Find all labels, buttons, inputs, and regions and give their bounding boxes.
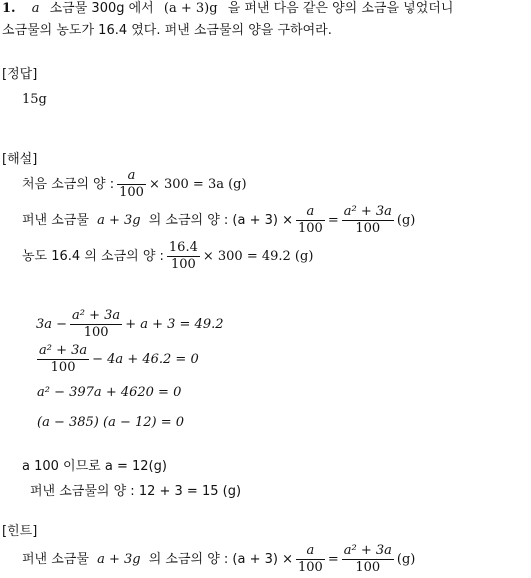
step-2-unit: (g) (396, 213, 416, 228)
eq-1-numerator: a² + 3a (72, 308, 121, 323)
hint-heading: [힌트] (2, 524, 38, 539)
step-2-expr: a + 3g (97, 213, 141, 228)
solution-heading: [해설] (2, 152, 38, 167)
equation-2 (34, 343, 199, 376)
answer-heading: [정답] (2, 67, 38, 82)
problem-line-2: 소금물의 농도가 16.4 였다. 퍼낸 소금물의 양을 구하여라. (2, 23, 332, 38)
solution-step-2 (22, 204, 415, 237)
eq-2-numerator: a² + 3a (39, 343, 88, 358)
problem-line-1 (2, 0, 453, 18)
solution-step-1 (22, 168, 247, 201)
step-2-denominator-1: 100 (298, 221, 323, 236)
hint-denominator-1: 100 (298, 560, 323, 575)
solution-step-3 (22, 240, 313, 273)
eq-1-fraction (70, 308, 122, 341)
problem-var: a (31, 1, 40, 16)
conclusion-1: a 100 이므로 a = 12(g) (22, 459, 167, 474)
equation-4: (a − 385) (a − 12) = 0 (37, 415, 185, 430)
equation-3: a² − 397a + 4620 = 0 (37, 385, 182, 400)
step-3-tail: × 300 = 49.2 (g) (202, 249, 314, 264)
step-2-denominator-2: 100 (355, 221, 381, 236)
hint-numerator-1: a (296, 543, 325, 560)
eq-1-denominator: 100 (83, 325, 109, 340)
step-2-fraction-1 (296, 204, 325, 237)
step-2-fraction-2 (342, 204, 394, 237)
step-2-equals: = (327, 213, 339, 228)
conclusion-2: 퍼낸 소금물의 양 : 12 + 3 = 15 (g) (30, 484, 242, 499)
answer-value: 15g (22, 92, 47, 107)
step-2-mid: 의 소금의 양 : (a + 3) × (148, 213, 293, 228)
problem-paren: (a + 3)g (163, 1, 218, 16)
hint-equals: = (327, 552, 339, 567)
hint-fraction-1 (296, 543, 325, 576)
step-1-denominator: 100 (119, 185, 144, 200)
step-2-numerator-2: a² + 3a (343, 204, 392, 219)
step-2-label: 퍼낸 소금물 (22, 213, 89, 228)
eq-2-fraction (37, 343, 89, 376)
hint-fraction-2 (342, 543, 394, 576)
hint-numerator-2: a² + 3a (343, 543, 392, 558)
hint-label: 퍼낸 소금물 (22, 552, 89, 567)
step-3-numerator: 16.4 (168, 240, 198, 255)
problem-text-1: 소금물 300g 에서 (49, 1, 154, 16)
step-2-numerator-1: a (296, 204, 325, 221)
step-3-fraction (167, 240, 200, 273)
hint-denominator-2: 100 (355, 560, 381, 575)
hint-unit: (g) (396, 552, 416, 567)
step-1-tail: × 300 = 3a (g) (148, 177, 247, 192)
eq-2-denominator: 100 (50, 360, 76, 375)
step-3-label: 농도 16.4 의 소금의 양 : (22, 249, 164, 264)
step-1-numerator: a (117, 168, 146, 185)
hint-expr: a + 3g (97, 552, 141, 567)
hint-mid: 의 소금의 양 : (a + 3) × (148, 552, 293, 567)
eq-1-tail: + a + 3 = 49.2 (125, 317, 224, 332)
eq-1-head: 3a − (36, 317, 68, 332)
problem-text-2: 을 퍼낸 다음 같은 양의 소금을 넣었더니 (227, 1, 454, 16)
eq-2-tail: − 4a + 46.2 = 0 (92, 352, 199, 367)
hint-line (22, 543, 415, 576)
step-1-fraction (117, 168, 146, 201)
step-1-label: 처음 소금의 양 : (22, 177, 115, 192)
step-3-denominator: 100 (170, 257, 196, 272)
problem-number: 1. (2, 1, 16, 16)
equation-1 (36, 308, 224, 341)
